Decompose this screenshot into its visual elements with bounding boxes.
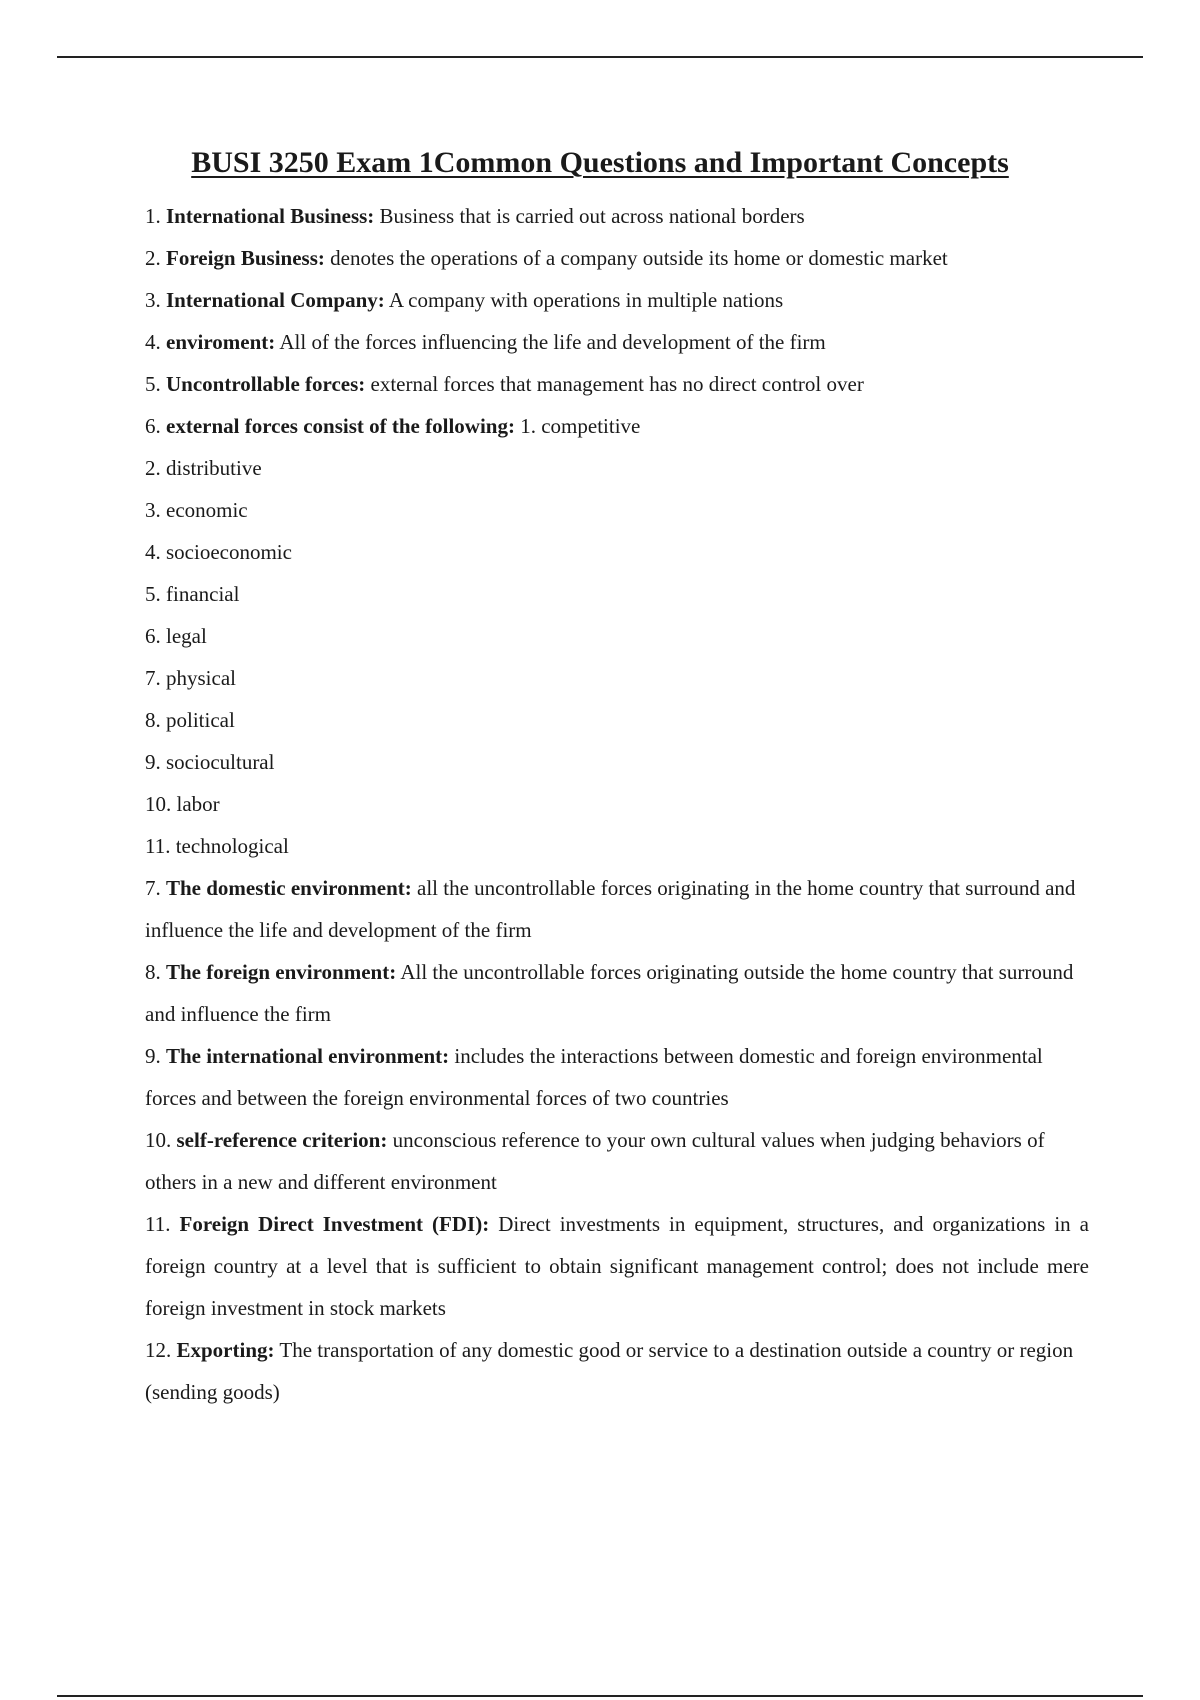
item-number: 7. bbox=[145, 876, 161, 900]
force-item: 6. legal bbox=[145, 624, 207, 648]
item-definition: includes the interactions between domestic and foreign environmental forces and between the foreign environmental forces of two countries bbox=[145, 1044, 1043, 1110]
item-term: Foreign Business: bbox=[166, 246, 325, 270]
item-term: external forces consist of the following: bbox=[166, 414, 515, 438]
list-item bbox=[145, 1329, 1089, 1371]
item-number: 3. bbox=[145, 288, 161, 312]
item-number: 10. bbox=[145, 1128, 172, 1152]
item-definition: Business that is carried out across national borders bbox=[379, 204, 805, 228]
item-definition: 1. competitive bbox=[520, 414, 641, 438]
item-number: 6. bbox=[145, 414, 161, 438]
item-definition: all the uncontrollable forces originating in the home country that surround and influence the life and development of the firm bbox=[145, 876, 1076, 942]
item-definition: Direct investments in equipment, structures, and organizations in a foreign country at a level that is sufficient to obtain significant management control; does not include mere foreign investment in stock markets bbox=[145, 1212, 1089, 1320]
force-item: 8. political bbox=[145, 708, 235, 732]
item-term: enviroment: bbox=[166, 330, 276, 354]
item-number: 9. bbox=[145, 1044, 161, 1068]
list-item bbox=[145, 951, 1089, 1035]
item-term: Uncontrollable forces: bbox=[166, 372, 366, 396]
force-item: 2. distributive bbox=[145, 456, 262, 480]
item-number: 8. bbox=[145, 960, 161, 984]
item-term: International Company: bbox=[166, 288, 385, 312]
list-item bbox=[145, 195, 1089, 237]
list-item bbox=[145, 867, 1089, 951]
item-term: The international environment: bbox=[166, 1044, 450, 1068]
header-rule bbox=[57, 56, 1143, 58]
item-number: 2. bbox=[145, 246, 161, 270]
item-term: The domestic environment: bbox=[166, 876, 412, 900]
list-item bbox=[145, 279, 1089, 321]
item-number: 5. bbox=[145, 372, 161, 396]
item-definition: unconscious reference to your own cultural values when judging behaviors of others in a new and different environment bbox=[145, 1128, 1045, 1194]
force-item: 10. labor bbox=[145, 792, 220, 816]
item-definition: external forces that management has no direct control over bbox=[370, 372, 864, 396]
item-definition: A company with operations in multiple nations bbox=[388, 288, 784, 312]
document-body bbox=[145, 195, 1089, 1413]
list-item bbox=[145, 1035, 1089, 1119]
list-item bbox=[145, 405, 1089, 447]
list-item bbox=[145, 321, 1089, 363]
force-item: 4. socioeconomic bbox=[145, 540, 292, 564]
item-term: Exporting: bbox=[176, 1338, 275, 1362]
list-item bbox=[145, 1203, 1089, 1329]
list-item bbox=[145, 1119, 1089, 1203]
document-title-text: BUSI 3250 Exam 1Common Questions and Important Concepts bbox=[191, 146, 1009, 179]
item-term: self-reference criterion: bbox=[176, 1128, 388, 1152]
document-title bbox=[0, 143, 1200, 183]
force-item: 5. financial bbox=[145, 582, 240, 606]
item-definition: All the uncontrollable forces originating outside the home country that surround and influence the firm bbox=[145, 960, 1074, 1026]
list-item bbox=[145, 363, 1089, 405]
item-term: The foreign environment: bbox=[166, 960, 397, 984]
item-number: 4. bbox=[145, 330, 161, 354]
item-number: 12. bbox=[145, 1338, 172, 1362]
note-text: (sending goods) bbox=[145, 1380, 280, 1404]
item-number: 11. bbox=[145, 1212, 171, 1236]
force-item: 3. economic bbox=[145, 498, 248, 522]
force-item: 9. sociocultural bbox=[145, 750, 275, 774]
item-definition: denotes the operations of a company outside its home or domestic market bbox=[330, 246, 948, 270]
item-number: 1. bbox=[145, 204, 161, 228]
force-item: 7. physical bbox=[145, 666, 236, 690]
item-definition: The transportation of any domestic good or service to a destination outside a country or region bbox=[279, 1338, 1074, 1362]
item-term: International Business: bbox=[166, 204, 375, 228]
footer-rule bbox=[57, 1695, 1143, 1697]
force-item: 11. technological bbox=[145, 834, 289, 858]
item-definition: All of the forces influencing the life and development of the firm bbox=[279, 330, 826, 354]
item-term: Foreign Direct Investment (FDI): bbox=[179, 1212, 490, 1236]
list-item bbox=[145, 237, 1089, 279]
